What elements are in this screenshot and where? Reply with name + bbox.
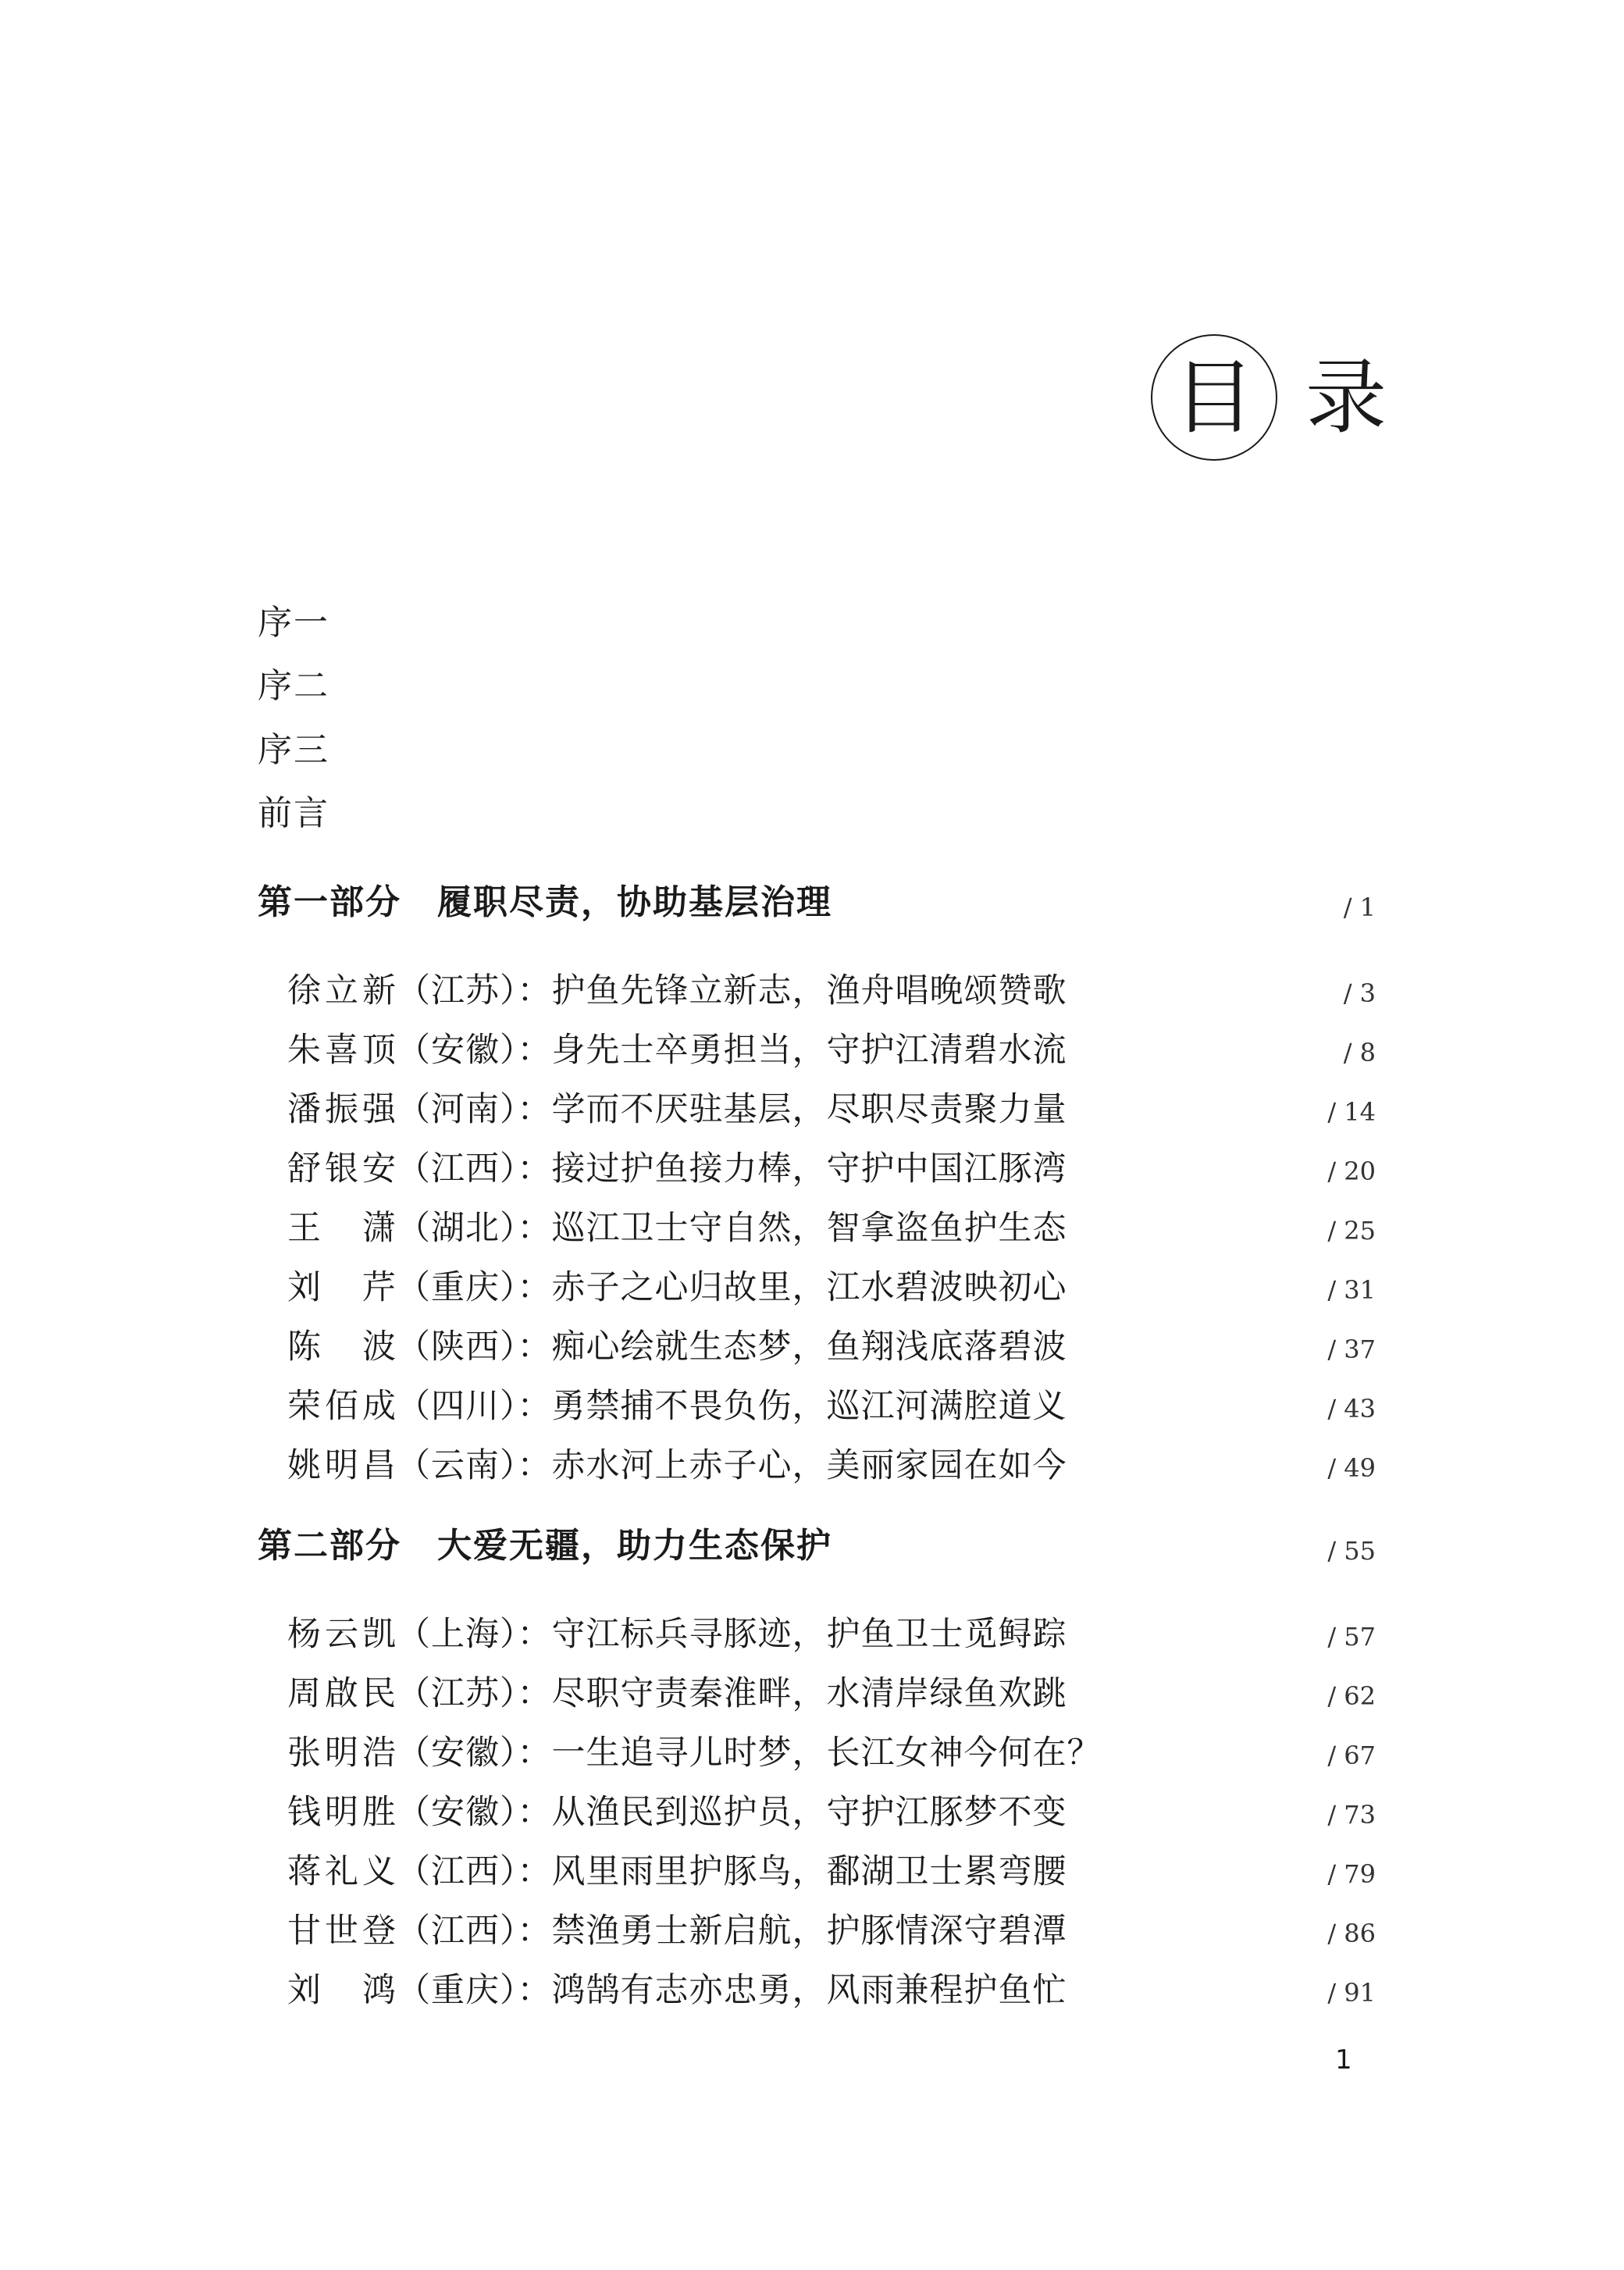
toc-entry[interactable] <box>287 1327 1067 1367</box>
entry-region: （安徽） <box>397 1793 518 1832</box>
entry-page: / 3 <box>1343 978 1376 1008</box>
entry-text: ：一生追寻儿时梦，长江女神今何在？ <box>517 1734 1102 1773</box>
toc-entry[interactable] <box>287 1031 1067 1070</box>
entry-page: / 91 <box>1327 1978 1376 2008</box>
toc-entry[interactable] <box>287 1268 1067 1307</box>
entry-region: （江西） <box>397 1852 518 1891</box>
entry-page: / 37 <box>1327 1335 1376 1364</box>
prelim-item[interactable]: 序一 <box>258 603 329 643</box>
toc-heading-second-char: 录 <box>1305 350 1387 445</box>
entry-page: / 67 <box>1327 1741 1376 1770</box>
entry-name: 荣佰成 <box>287 1387 397 1426</box>
entry-region: （江西） <box>397 1912 518 1951</box>
section-title[interactable]: 第一部分 履职尽责，协助基层治理 <box>258 882 832 922</box>
entry-region: （重庆） <box>397 1268 518 1307</box>
entry-name: 陈波 <box>287 1327 397 1367</box>
toc-entry[interactable] <box>287 1149 1067 1188</box>
toc-entry[interactable] <box>287 1734 1102 1773</box>
entry-text: ：风里雨里护豚鸟，鄱湖卫士累弯腰 <box>517 1852 1067 1891</box>
toc-entry[interactable] <box>287 1209 1067 1248</box>
entry-name: 舒银安 <box>287 1149 397 1188</box>
entry-page: / 57 <box>1327 1622 1376 1652</box>
entry-text: ：赤水河上赤子心，美丽家园在如今 <box>517 1446 1067 1485</box>
section-page: / 1 <box>1343 893 1376 922</box>
entry-text: ：巡江卫士守自然，智拿盗鱼护生态 <box>517 1209 1067 1248</box>
entry-text: ：从渔民到巡护员，守护江豚梦不变 <box>517 1793 1067 1832</box>
entry-name: 蒋礼义 <box>287 1852 397 1891</box>
entry-name: 甘世登 <box>287 1912 397 1951</box>
section-title[interactable]: 第二部分 大爱无疆，助力生态保护 <box>258 1526 832 1566</box>
folio-page-number: 1 <box>1335 2044 1352 2076</box>
entry-region: （云南） <box>397 1446 518 1485</box>
entry-name: 周啟民 <box>287 1674 397 1713</box>
toc-entry[interactable] <box>287 1793 1067 1832</box>
entry-region: （陕西） <box>397 1327 518 1367</box>
entry-region: （江西） <box>397 1149 518 1188</box>
toc-entry[interactable] <box>287 1971 1067 2010</box>
toc-entry[interactable] <box>287 1090 1067 1129</box>
entry-name: 钱明胜 <box>287 1793 397 1832</box>
toc-entry[interactable] <box>287 1674 1067 1713</box>
entry-name: 刘芹 <box>287 1268 397 1307</box>
prelim-item[interactable]: 序三 <box>258 730 329 770</box>
toc-entry[interactable] <box>287 1387 1067 1426</box>
entry-region: （安徽） <box>397 1031 518 1070</box>
entry-page: / 14 <box>1327 1097 1376 1127</box>
toc-entry[interactable] <box>287 1912 1067 1951</box>
entry-page: / 86 <box>1327 1919 1376 1948</box>
entry-name: 徐立新 <box>287 971 397 1010</box>
entry-region: （湖北） <box>397 1209 518 1248</box>
toc-entry[interactable] <box>287 971 1067 1010</box>
prelim-item[interactable]: 前言 <box>258 793 329 833</box>
entry-name: 王潇 <box>287 1209 397 1248</box>
entry-text: ：禁渔勇士新启航，护豚情深守碧潭 <box>517 1912 1067 1951</box>
entry-name: 张明浩 <box>287 1734 397 1773</box>
entry-text: ：护鱼先锋立新志，渔舟唱晚颂赞歌 <box>517 971 1067 1010</box>
entry-name: 姚明昌 <box>287 1446 397 1485</box>
toc-heading-circled-char: 目 <box>1151 334 1277 461</box>
section-page: / 55 <box>1327 1536 1376 1566</box>
entry-page: / 8 <box>1343 1038 1376 1067</box>
entry-region: （安徽） <box>397 1734 518 1773</box>
entry-region: （江苏） <box>397 1674 518 1713</box>
entry-page: / 73 <box>1327 1800 1376 1830</box>
entry-region: （重庆） <box>397 1971 518 2010</box>
entry-text: ：尽职守责秦淮畔，水清岸绿鱼欢跳 <box>517 1674 1067 1713</box>
entry-text: ：赤子之心归故里，江水碧波映初心 <box>517 1268 1067 1307</box>
entry-page: / 31 <box>1327 1275 1376 1305</box>
entry-text: ：痴心绘就生态梦，鱼翔浅底落碧波 <box>517 1327 1067 1367</box>
entry-text: ：鸿鹄有志亦忠勇，风雨兼程护鱼忙 <box>517 1971 1067 2010</box>
entry-page: / 43 <box>1327 1394 1376 1424</box>
entry-name: 朱喜顶 <box>287 1031 397 1070</box>
entry-region: （江苏） <box>397 971 518 1010</box>
entry-text: ：勇禁捕不畏负伤，巡江河满腔道义 <box>517 1387 1067 1426</box>
toc-entry[interactable] <box>287 1446 1067 1485</box>
entry-page: / 62 <box>1327 1681 1376 1711</box>
entry-name: 潘振强 <box>287 1090 397 1129</box>
entry-text: ：守江标兵寻豚迹，护鱼卫士觅鲟踪 <box>517 1615 1067 1654</box>
entry-text: ：身先士卒勇担当，守护江清碧水流 <box>517 1031 1067 1070</box>
prelim-item[interactable]: 序二 <box>258 666 329 706</box>
entry-region: （上海） <box>397 1615 518 1654</box>
entry-region: （四川） <box>397 1387 518 1426</box>
entry-page: / 49 <box>1327 1453 1376 1483</box>
toc-heading <box>1151 331 1387 464</box>
entry-text: ：学而不厌驻基层，尽职尽责聚力量 <box>517 1090 1067 1129</box>
entry-text: ：接过护鱼接力棒，守护中国江豚湾 <box>517 1149 1067 1188</box>
toc-entry[interactable] <box>287 1615 1067 1654</box>
entry-page: / 25 <box>1327 1216 1376 1245</box>
entry-region: （河南） <box>397 1090 518 1129</box>
toc-entry[interactable] <box>287 1852 1067 1891</box>
entry-name: 刘鸿 <box>287 1971 397 2010</box>
entry-page: / 20 <box>1327 1156 1376 1186</box>
entry-page: / 79 <box>1327 1859 1376 1889</box>
entry-name: 杨云凯 <box>287 1615 397 1654</box>
